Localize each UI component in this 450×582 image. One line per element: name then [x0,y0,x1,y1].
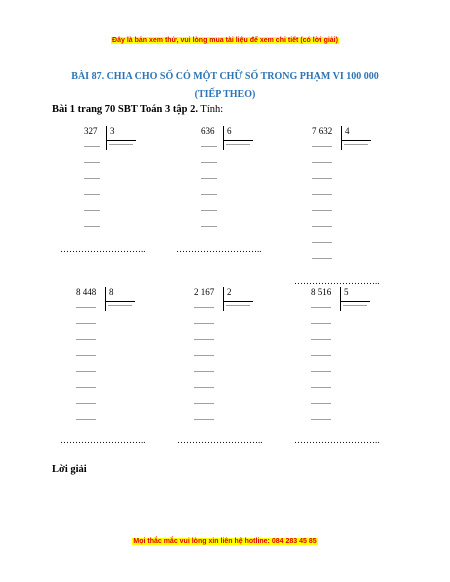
dividend: 7 632 [312,126,333,136]
dividend: 2 167 [194,287,215,297]
work-line: .......... [311,381,331,390]
work-line: ........ [84,188,100,197]
work-line: .......... [76,349,96,358]
division-vertical-line [340,287,341,311]
work-line: .......... [76,381,96,390]
dividend: 327 [84,126,98,136]
exercise-label: Bài 1 trang 70 SBT Toán 3 tập 2. [52,104,198,115]
work-line: .......... [312,220,332,229]
solution-heading: Lời giải [52,464,87,475]
division-problem-3 [312,126,432,266]
work-line: .......... [76,333,96,342]
work-line: .......... [312,172,332,181]
work-line: ........ [201,156,217,165]
division-vertical-line [223,287,224,311]
exercise-instruction: Tính: [200,104,224,115]
work-line: ........ [201,204,217,213]
division-vertical-line [106,126,107,150]
division-problem-4 [76,287,196,423]
exercise-heading [52,104,223,115]
division-vertical-line [341,126,342,150]
answer-line: ……………………….. [294,276,380,286]
work-line: .......... [312,156,332,165]
work-line: .......... [194,317,214,326]
work-line: .......... [311,317,331,326]
work-line: .......... [76,301,96,310]
work-line: .......... [76,317,96,326]
work-line: ........ [84,156,100,165]
division-vertical-line [223,126,224,150]
work-line: .......... [194,333,214,342]
answer-line: ……………………….. [294,435,380,445]
work-line: ........ [201,220,217,229]
work-line: .......... [194,413,214,422]
quotient-blank: ............ [109,138,133,147]
divisor: 4 [345,126,350,136]
quotient-blank: ............ [344,138,368,147]
work-line: .......... [312,140,332,149]
work-line: .......... [194,301,214,310]
quotient-blank: ............ [343,299,367,308]
work-line: .......... [312,252,332,261]
dividend: 636 [201,126,215,136]
lesson-title: BÀI 87. CHIA CHO SỐ CÓ MỘT CHỮ SỐ TRONG PHẠM VI 100 000 [71,71,379,82]
answer-line: ……………………….. [176,244,262,254]
divisor: 8 [109,287,114,297]
work-line: ........ [84,140,100,149]
dividend: 8 516 [311,287,332,297]
division-problem-6 [311,287,431,423]
work-line: .......... [194,349,214,358]
quotient-blank: ............ [226,299,250,308]
divisor: 6 [227,126,232,136]
divisor: 2 [227,287,232,297]
divisor: 3 [110,126,115,136]
division-problem-1 [84,126,204,246]
division-problem-5 [194,287,314,423]
work-line: .......... [312,204,332,213]
work-line: .......... [194,381,214,390]
division-problem-2 [201,126,321,246]
work-line: ........ [84,220,100,229]
work-line: .......... [311,333,331,342]
work-line: .......... [311,349,331,358]
work-line: ........ [84,204,100,213]
answer-line: ……………………….. [60,244,146,254]
answer-line: ……………………….. [60,435,146,445]
work-line: .......... [311,365,331,374]
work-line: .......... [76,413,96,422]
quotient-blank: ............ [108,299,132,308]
dividend: 8 448 [76,287,97,297]
work-line: ........ [201,172,217,181]
work-line: .......... [76,397,96,406]
work-line: .......... [312,188,332,197]
work-line: .......... [311,301,331,310]
work-line: .......... [194,397,214,406]
work-line: ........ [84,172,100,181]
work-line: .......... [311,397,331,406]
work-line: ........ [201,188,217,197]
preview-notice-banner: Đây là bản xem thử, vui lòng mua tài liệu để xem chi tiết (có lời giải) [112,37,338,44]
work-line: .......... [311,413,331,422]
hotline-banner: Mọi thắc mắc vui lòng xin liên hệ hotline: 084 283 45 85 [133,538,317,545]
divisor: 5 [344,287,349,297]
quotient-blank: ............ [226,138,250,147]
lesson-subtitle: (TIẾP THEO) [194,89,256,100]
work-line: .......... [194,365,214,374]
work-line: .......... [76,365,96,374]
answer-line: ……………………….. [177,435,263,445]
work-line: .......... [312,236,332,245]
division-vertical-line [105,287,106,311]
work-line: ........ [201,140,217,149]
